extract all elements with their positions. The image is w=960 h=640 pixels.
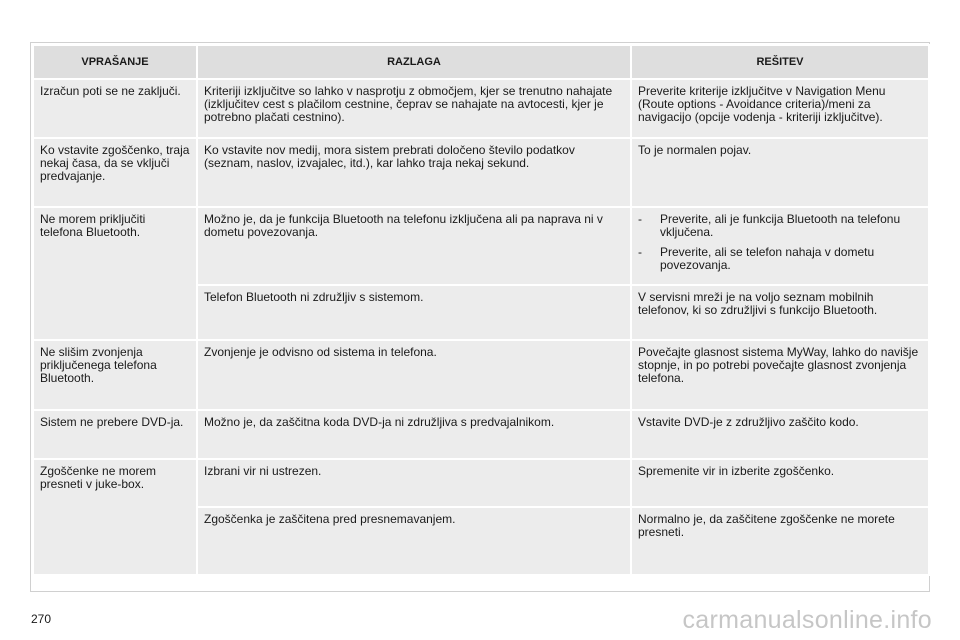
- dash-bullet: -: [638, 212, 642, 226]
- table-header-row: [33, 45, 929, 79]
- solution-cell: [631, 207, 929, 285]
- question-cell: Sistem ne prebere DVD-ja.: [33, 410, 197, 459]
- table-row: [33, 340, 929, 410]
- question-cell: Ne slišim zvonjenja priključenega telefona Bluetooth.: [33, 340, 197, 410]
- explanation-cell: Zvonjenje je odvisno od sistema in telefona.: [197, 340, 631, 410]
- explanation-cell: Kriteriji izključitve so lahko v nasprotju z območjem, kjer se trenutno nahajate (izključitev cest s plačilom cestnine, čeprav se nahajate na avtocesti, kjer je potrebno plačati cestnino).: [197, 79, 631, 138]
- table-row: [33, 410, 929, 459]
- solution-cell: Normalno je, da zaščitene zgoščenke ne morete presneti.: [631, 507, 929, 575]
- list-item-text: Preverite, ali se telefon nahaja v dometu povezovanja.: [660, 245, 875, 272]
- question-cell: Ne morem priključiti telefona Bluetooth.: [33, 207, 197, 340]
- watermark: carmanualsonline.info: [682, 606, 932, 634]
- list-item: [638, 246, 922, 272]
- table-row: [33, 138, 929, 207]
- solution-cell: Spremenite vir in izberite zgoščenko.: [631, 459, 929, 507]
- explanation-cell: Telefon Bluetooth ni združljiv s sistemom.: [197, 285, 631, 340]
- header-explanation: RAZLAGA: [197, 45, 631, 79]
- dash-bullet: -: [638, 245, 642, 259]
- explanation-cell: Izbrani vir ni ustrezen.: [197, 459, 631, 507]
- table-row: [33, 459, 929, 507]
- page-number: 270: [31, 612, 52, 626]
- question-cell: Izračun poti se ne zaključi.: [33, 79, 197, 138]
- list-item-text: Preverite, ali je funkcija Bluetooth na telefonu vključena.: [660, 212, 901, 239]
- list-item: [638, 213, 922, 239]
- question-cell: Zgoščenke ne morem presneti v juke-box.: [33, 459, 197, 575]
- troubleshooting-table: [32, 44, 930, 576]
- header-solution: REŠITEV: [631, 45, 929, 79]
- explanation-cell: Ko vstavite nov medij, mora sistem prebrati določeno število podatkov (seznam, naslov, izvajalec, itd.), kar lahko traja nekaj sekund.: [197, 138, 631, 207]
- solution-cell: To je normalen pojav.: [631, 138, 929, 207]
- header-question: VPRAŠANJE: [33, 45, 197, 79]
- table-row: [33, 207, 929, 285]
- solution-cell: V servisni mreži je na voljo seznam mobilnih telefonov, ki so združljivi s funkcijo Bluetooth.: [631, 285, 929, 340]
- solution-list: [638, 213, 922, 272]
- explanation-cell: Možno je, da zaščitna koda DVD-ja ni združljiva s predvajalnikom.: [197, 410, 631, 459]
- explanation-cell: Možno je, da je funkcija Bluetooth na telefonu izključena ali pa naprava ni v dometu povezovanja.: [197, 207, 631, 285]
- solution-cell: Preverite kriterije izključitve v Navigation Menu (Route options - Avoidance criteria)/meni za navigacijo (opcije vodenja - kriteriji izključitve).: [631, 79, 929, 138]
- solution-cell: Vstavite DVD-je z združljivo zaščito kodo.: [631, 410, 929, 459]
- question-cell: Ko vstavite zgoščenko, traja nekaj časa, da se vključi predvajanje.: [33, 138, 197, 207]
- solution-cell: Povečajte glasnost sistema MyWay, lahko do navišje stopnje, in po potrebi povečajte glasnost zvonjenja telefona.: [631, 340, 929, 410]
- table-row: [33, 79, 929, 138]
- explanation-cell: Zgoščenka je zaščitena pred presnemavanjem.: [197, 507, 631, 575]
